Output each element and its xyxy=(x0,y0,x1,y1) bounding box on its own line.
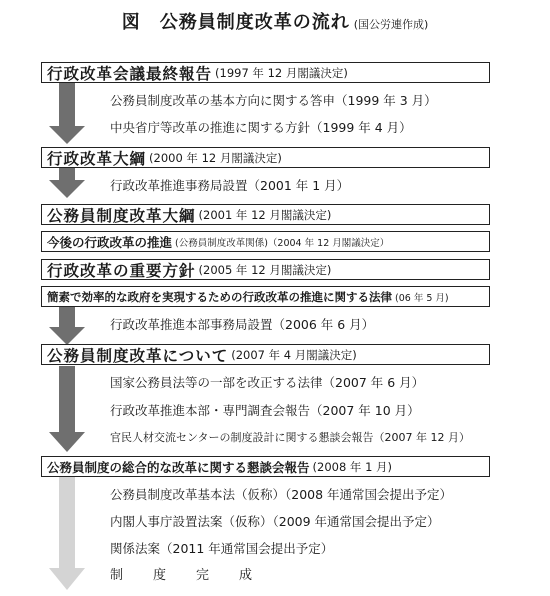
stage-note: (2008 年 1 月) xyxy=(312,459,393,474)
stage-item: 中央省庁等改革の推進に関する方針（1999 年 4 月） xyxy=(110,120,412,135)
stage-heading: 公務員制度の総合的な改革に関する懇談会報告 xyxy=(47,459,310,475)
stage-box-1 xyxy=(41,62,490,83)
stage-box-4 xyxy=(41,231,490,252)
stage-note: (2007 年 4 月閣議決定) xyxy=(231,347,357,362)
stage-item: 関係法案（2011 年通常国会提出予定） xyxy=(110,541,334,556)
stage-item: 公務員制度改革の基本方向に関する答申（1999 年 3 月） xyxy=(110,93,437,108)
arrow-2-shape xyxy=(49,168,85,198)
stage-note: (06 年 5 月) xyxy=(395,292,449,304)
title-text: 図 公務員制度改革の流れ xyxy=(121,12,350,33)
arrow-5-shape xyxy=(49,477,85,590)
stage-heading: 公務員制度改革について xyxy=(47,346,229,365)
stage-box-7 xyxy=(41,344,490,365)
stage-heading: 行政改革大綱 xyxy=(47,149,147,168)
arrow-5 xyxy=(49,477,85,590)
stage-box-5 xyxy=(41,259,490,280)
stage-item: 公務員制度改革基本法（仮称）（2008 年通常国会提出予定） xyxy=(110,487,453,502)
stage-item: 行政改革推進本部・専門調査会報告（2007 年 10 月） xyxy=(110,403,420,418)
stage-note: (2005 年 12 月閣議決定) xyxy=(198,262,332,277)
stage-item: 行政改革推進本部事務局設置（2006 年 6 月） xyxy=(110,317,375,332)
stage-item: 官民人材交流センターの制度設計に関する懇談会報告（2007 年 12 月） xyxy=(110,431,471,444)
stage-heading: 公務員制度改革大綱 xyxy=(47,206,196,225)
arrow-1-shape xyxy=(49,82,85,144)
arrow-4-shape xyxy=(49,366,85,452)
stage-heading: 行政改革の重要方針 xyxy=(47,261,196,280)
stage-box-8 xyxy=(41,456,490,477)
stage-item: 国家公務員法等の一部を改正する法律（2007 年 6 月） xyxy=(110,375,425,390)
stage-item: 行政改革推進事務局設置（2001 年 1 月） xyxy=(110,178,350,193)
stage-item-final: 制度完成 xyxy=(110,568,283,583)
stage-heading: 簡素で効率的な政府を実現するための行政改革の推進に関する法律 xyxy=(47,289,392,304)
page-title xyxy=(0,8,550,34)
stage-note: (2001 年 12 月閣議決定) xyxy=(198,207,332,222)
stage-note: (1997 年 12 月閣議決定) xyxy=(215,65,348,80)
title-source: (国公労連作成) xyxy=(353,18,429,31)
stage-box-2 xyxy=(41,147,490,168)
arrow-2 xyxy=(49,168,85,198)
stage-note: (2000 年 12 月閣議決定) xyxy=(149,150,282,165)
stage-box-6 xyxy=(41,286,490,307)
arrow-4 xyxy=(49,366,85,452)
stage-box-3 xyxy=(41,204,490,225)
stage-heading: 行政改革会議最終報告 xyxy=(47,64,213,83)
stage-item: 内閣人事庁設置法案（仮称）（2009 年通常国会提出予定） xyxy=(110,514,440,529)
arrow-1 xyxy=(49,82,85,144)
stage-note: (公務員制度改革関係)（2004 年 12 月閣議決定） xyxy=(175,237,390,249)
stage-heading: 今後の行政改革の推進 xyxy=(47,234,173,250)
